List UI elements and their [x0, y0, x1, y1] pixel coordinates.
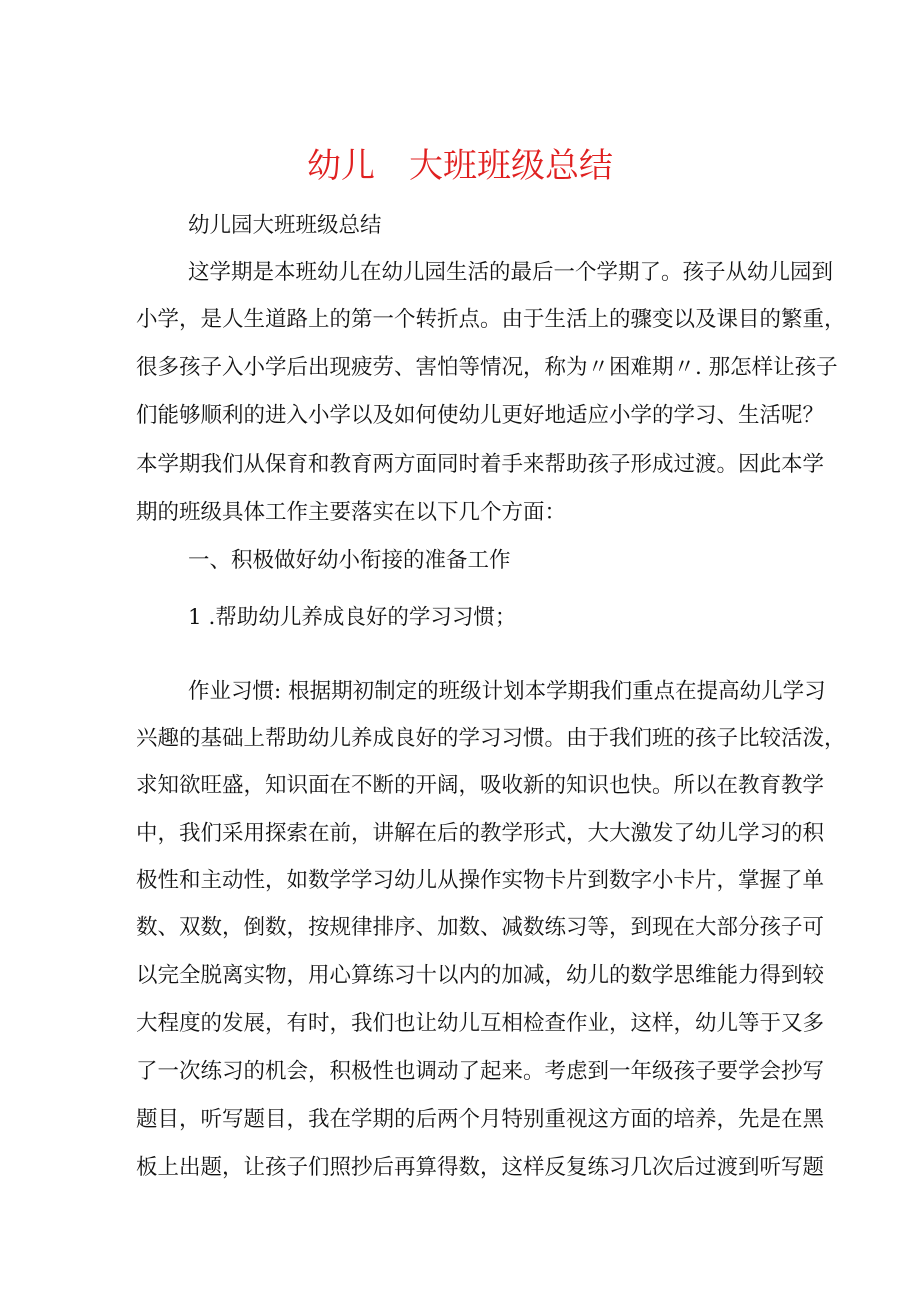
body-line: 板上出题，让孩子们照抄后再算得数，这样反复练习几次后过渡到听写题	[136, 1155, 825, 1180]
intro-line: 本学期我们从保育和教育两方面同时着手来帮助孩子形成过渡。因此本学	[136, 452, 825, 477]
body-line: 兴趣的基础上帮助幼儿养成良好的学习习惯。由于我们班的孩子比较活泼，	[136, 726, 846, 751]
document-subtitle: 幼儿园大班班级总结	[188, 213, 382, 238]
intro-line: 很多孩子入小学后出现疲劳、害怕等情况，称为〃困难期〃. 那怎样让孩子	[136, 355, 838, 380]
intro-line: 期的班级具体工作主要落实在以下几个方面：	[136, 500, 567, 525]
intro-line: 小学，是人生道路上的第一个转折点。由于生活上的骤变以及课目的繁重，	[136, 307, 846, 332]
body-line: 了一次练习的机会，积极性也调动了起来。考虑到一年级孩子要学会抄写	[136, 1059, 825, 1084]
subsection-heading: 1 .帮助幼儿养成良好的学习习惯；	[188, 605, 517, 630]
body-line: 求知欲旺盛，知识面在不断的开阔，吸收新的知识也快。所以在教育教学	[136, 773, 825, 798]
body-line: 作业习惯: 根据期初制定的班级计划本学期我们重点在提高幼儿学习	[188, 679, 826, 704]
body-line: 数、双数，倒数，按规律排序、加数、减数练习等，到现在大部分孩子可	[136, 915, 825, 940]
body-line: 题目，听写题目，我在学期的后两个月特别重视这方面的培养，先是在黑	[136, 1107, 825, 1132]
body-line: 中，我们采用探索在前，讲解在后的教学形式，大大激发了幼儿学习的积	[136, 821, 825, 846]
body-line: 极性和主动性，如数学学习幼儿从操作实物卡片到数字小卡片，掌握了单	[136, 868, 825, 893]
body-line: 以完全脱离实物，用心算练习十以内的加减，幼儿的数学思维能力得到较	[136, 963, 825, 988]
section-heading: 一、积极做好幼小衔接的准备工作	[188, 548, 511, 573]
intro-line: 这学期是本班幼儿在幼儿园生活的最后一个学期了。孩子从幼儿园到	[188, 260, 834, 285]
intro-line: 们能够顺利的进入小学以及如何使幼儿更好地适应小学的学习、生活呢？	[136, 403, 825, 428]
document-title: 幼儿 大班班级总结	[307, 146, 613, 186]
body-line: 大程度的发展，有时，我们也让幼儿互相检查作业，这样，幼儿等于又多	[136, 1011, 825, 1036]
